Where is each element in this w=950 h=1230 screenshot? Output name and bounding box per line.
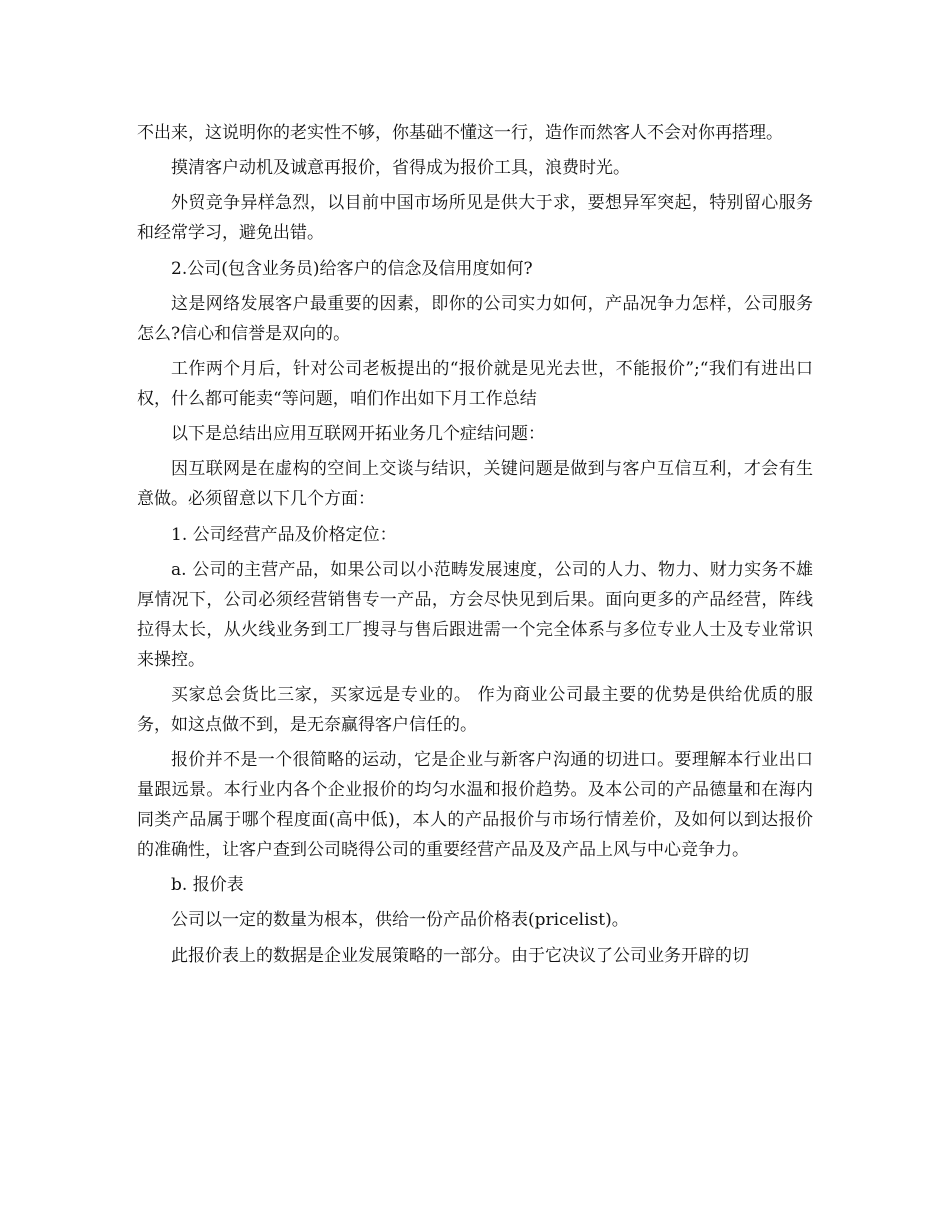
paragraph-10: a. 公司的主营产品，如果公司以小范畴发展速度，公司的人力、物力、财力实务不雄厚情况下，公司必须经营销售专一产品，方会尽快见到后果。面向更多的产品经营，阵线拉得太长，从火线业务到工厂搜寻与售后跟进需一个完全体系与多位专业人士及专业常识来操控。 [137,559,813,670]
paragraph-7: 以下是总结出应用互联网开拓业务几个症结问题： [171,424,545,445]
paragraph-11: 买家总会货比三家，买家远是专业的。 作为商业公司最主要的优势是供给优质的服务，如这点做不到，是无奈赢得客户信任的。 [137,684,813,735]
paragraph-3: 外贸竞争异样急烈，以目前中国市场所见是供大于求，要想异军突起，特别留心服务和经常学习，避免出错。 [137,193,813,244]
paragraph-8: 因互联网是在虚构的空间上交谈与结识，关键问题是做到与客户互信互利，才会有生意做。必须留意以下几个方面： [137,459,813,510]
paragraph-12: 报价并不是一个很简略的运动，它是企业与新客户沟通的切进口。要理解本行业出口量跟远景。本行业内各个企业报价的均匀水温和报价趋势。及本公司的产品德量和在海内同类产品属于哪个程度面(高中低)，本人的产品报价与市场行情差价，及如何以到达报价的准确性，让客户查到公司晓得公司的重要经营产品及及产品上风与中心竞争力。 [137,750,813,861]
paragraph-13: b. 报价表 [171,875,244,896]
paragraph-9: 1. 公司经营产品及价格定位： [171,524,397,545]
paragraph-5: 这是网络发展客户最重要的因素，即你的公司实力如何，产品况争力怎样，公司服务怎么?信心和信誉是双向的。 [137,293,813,344]
paragraph-2: 摸清客户动机及诚意再报价，省得成为报价工具，浪费时光。 [171,158,630,179]
document-body [137,118,813,976]
paragraph-4: 2.公司(包含业务员)给客户的信念及信用度如何? [171,258,533,279]
paragraph-1: 不出来，这说明你的老实性不够，你基础不懂这一行，造作而然客人不会对你再搭理。 [137,123,783,143]
paragraph-14: 公司以一定的数量为根本，供给一份产品价格表(pricelist)。 [171,910,629,931]
paragraph-6: 工作两个月后，针对公司老板提出的“报价就是见光去世，不能报价”;“我们有进出口权，什么都可能卖“等问题，咱们作出如下月工作总结 [137,358,813,409]
paragraph-15: 此报价表上的数据是企业发展策略的一部分。由于它决议了公司业务开辟的切 [171,945,749,966]
